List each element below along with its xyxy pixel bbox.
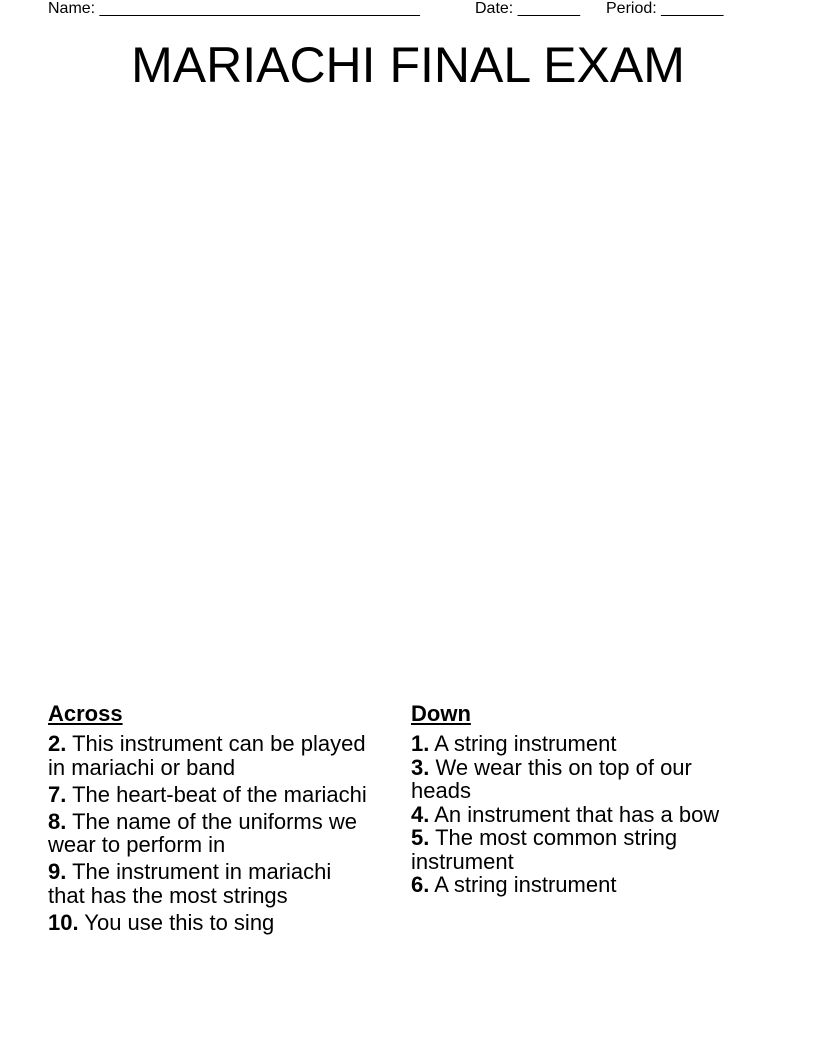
name-field[interactable]: Name: ____________________________________ [48, 0, 420, 17]
clue-text: We wear this on top of our heads [411, 754, 692, 803]
clue-number: 2. [48, 731, 67, 756]
down-clue [411, 826, 731, 873]
across-clue [48, 732, 368, 779]
clue-text: You use this to sing [78, 909, 275, 935]
down-clue [411, 732, 731, 756]
date-field[interactable]: Date: _______ [475, 0, 580, 17]
clue-number: 1. [411, 731, 430, 756]
across-heading: Across [48, 701, 123, 726]
across-clue [48, 783, 368, 807]
clue-number: 8. [48, 808, 67, 834]
crossword-grid-area [48, 110, 768, 690]
student-info-header [48, 0, 748, 20]
clue-number: 7. [48, 781, 67, 807]
down-clue [411, 873, 731, 897]
clue-text: An instrument that has a bow [429, 801, 720, 827]
across-clue [48, 810, 368, 857]
clue-text: The most common string instrument [411, 825, 678, 874]
clue-number: 3. [411, 754, 430, 780]
down-heading: Down [411, 701, 471, 726]
page-title: MARIACHI FINAL EXAM [131, 37, 685, 93]
period-field[interactable]: Period: _______ [606, 0, 724, 17]
clue-text: This instrument can be played in mariachi or band [48, 731, 366, 780]
across-clue [48, 860, 368, 907]
clue-text: The heart-beat of the mariachi [66, 781, 367, 807]
clue-text: A string instrument [429, 731, 617, 756]
down-clue [411, 756, 731, 803]
across-clues [48, 700, 368, 938]
down-clues [411, 700, 731, 897]
clue-number: 6. [411, 872, 430, 897]
down-clue [411, 803, 731, 827]
clue-text: The name of the uniforms we wear to perform in [48, 808, 357, 857]
clue-text: The instrument in mariachi that has the most strings [48, 859, 332, 908]
clue-number: 4. [411, 801, 430, 827]
clue-number: 9. [48, 859, 67, 884]
clue-number: 10. [48, 909, 79, 935]
clue-text: A string instrument [429, 872, 617, 897]
clue-number: 5. [411, 825, 430, 850]
across-clue [48, 911, 368, 935]
